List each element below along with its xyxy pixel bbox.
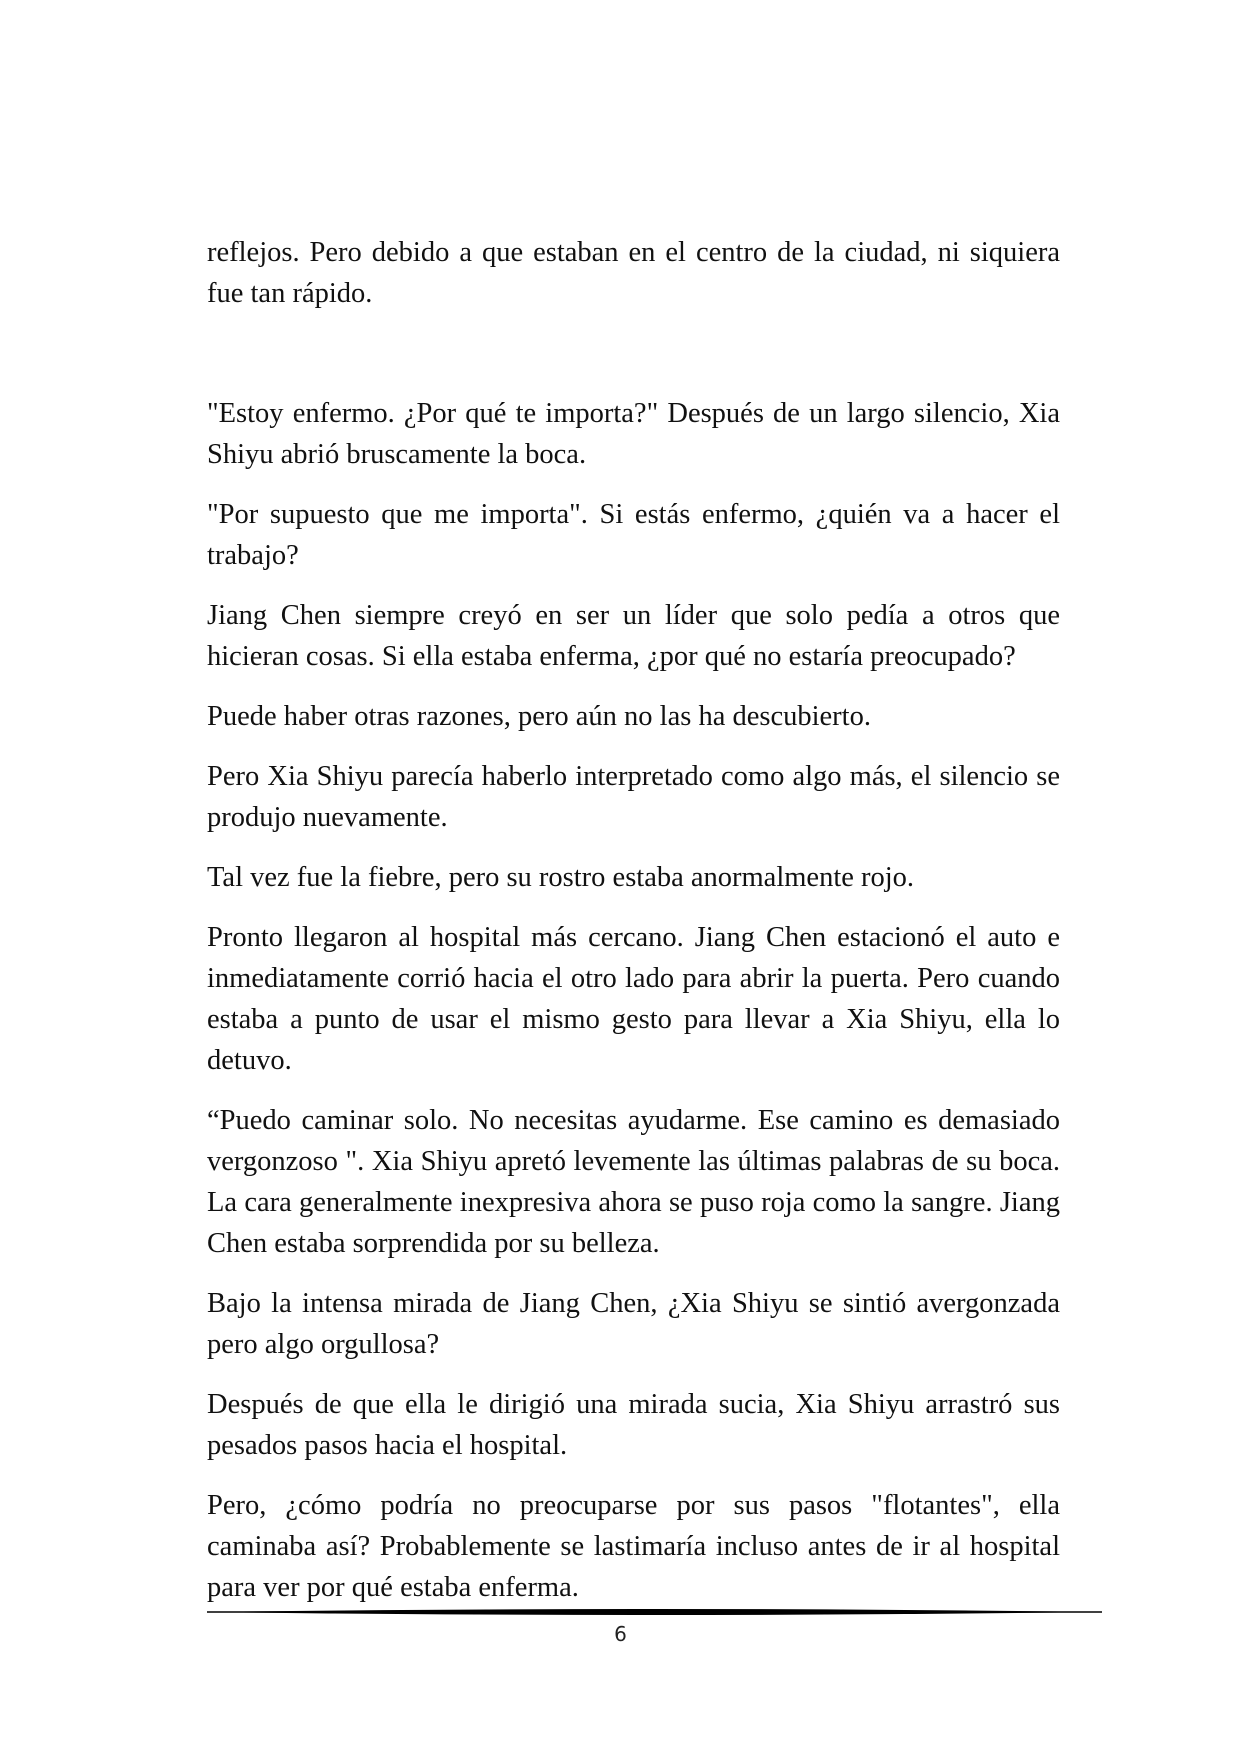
- paragraph-9: “Puedo caminar solo. No necesitas ayudarme. Ese camino es demasiado vergonzoso ". Xia Shiyu apretó levemente las últimas palabras de su boca. La cara generalmente inexpresiva ahora se puso roja como la sangre. Jiang Chen estaba sorprendida por su belleza.: [207, 1105, 1060, 1259]
- paragraph-2: "Estoy enfermo. ¿Por qué te importa?" Después de un largo silencio, Xia Shiyu abrió bruscamente la boca.: [207, 398, 1060, 470]
- paragraph-10: Bajo la intensa mirada de Jiang Chen, ¿Xia Shiyu se sintió avergonzada pero algo orgullosa?: [207, 1288, 1060, 1360]
- body-text: [207, 232, 1060, 1627]
- paragraph-11: Después de que ella le dirigió una mirada sucia, Xia Shiyu arrastró sus pesados pasos hacia el hospital.: [207, 1389, 1060, 1461]
- footer-divider: [207, 1606, 1102, 1618]
- paragraph-1: reflejos. Pero debido a que estaban en el centro de la ciudad, ni siquiera fue tan rápido.: [207, 237, 1060, 309]
- paragraph-6: Pero Xia Shiyu parecía haberlo interpretado como algo más, el silencio se produjo nuevamente.: [207, 761, 1060, 833]
- paragraph-8: Pronto llegaron al hospital más cercano. Jiang Chen estacionó el auto e inmediatamente corrió hacia el otro lado para abrir la puerta. Pero cuando estaba a punto de usar el mismo gesto para llevar a Xia Shiyu, ella lo detuvo.: [207, 922, 1060, 1076]
- paragraph-3: "Por supuesto que me importa". Si estás enfermo, ¿quién va a hacer el trabajo?: [207, 499, 1060, 571]
- paragraph-7: Tal vez fue la fiebre, pero su rostro estaba anormalmente rojo.: [207, 862, 915, 893]
- paragraph-5: Puede haber otras razones, pero aún no las ha descubierto.: [207, 701, 871, 732]
- paragraph-4: Jiang Chen siempre creyó en ser un líder que solo pedía a otros que hicieran cosas. Si ella estaba enferma, ¿por qué no estaría preocupado?: [207, 600, 1060, 672]
- page-number: 6: [614, 1622, 627, 1646]
- paragraph-12: Pero, ¿cómo podría no preocuparse por sus pasos "flotantes", ella caminaba así? Probablemente se lastimaría incluso antes de ir al hospital para ver por qué estaba enferma.: [207, 1490, 1060, 1603]
